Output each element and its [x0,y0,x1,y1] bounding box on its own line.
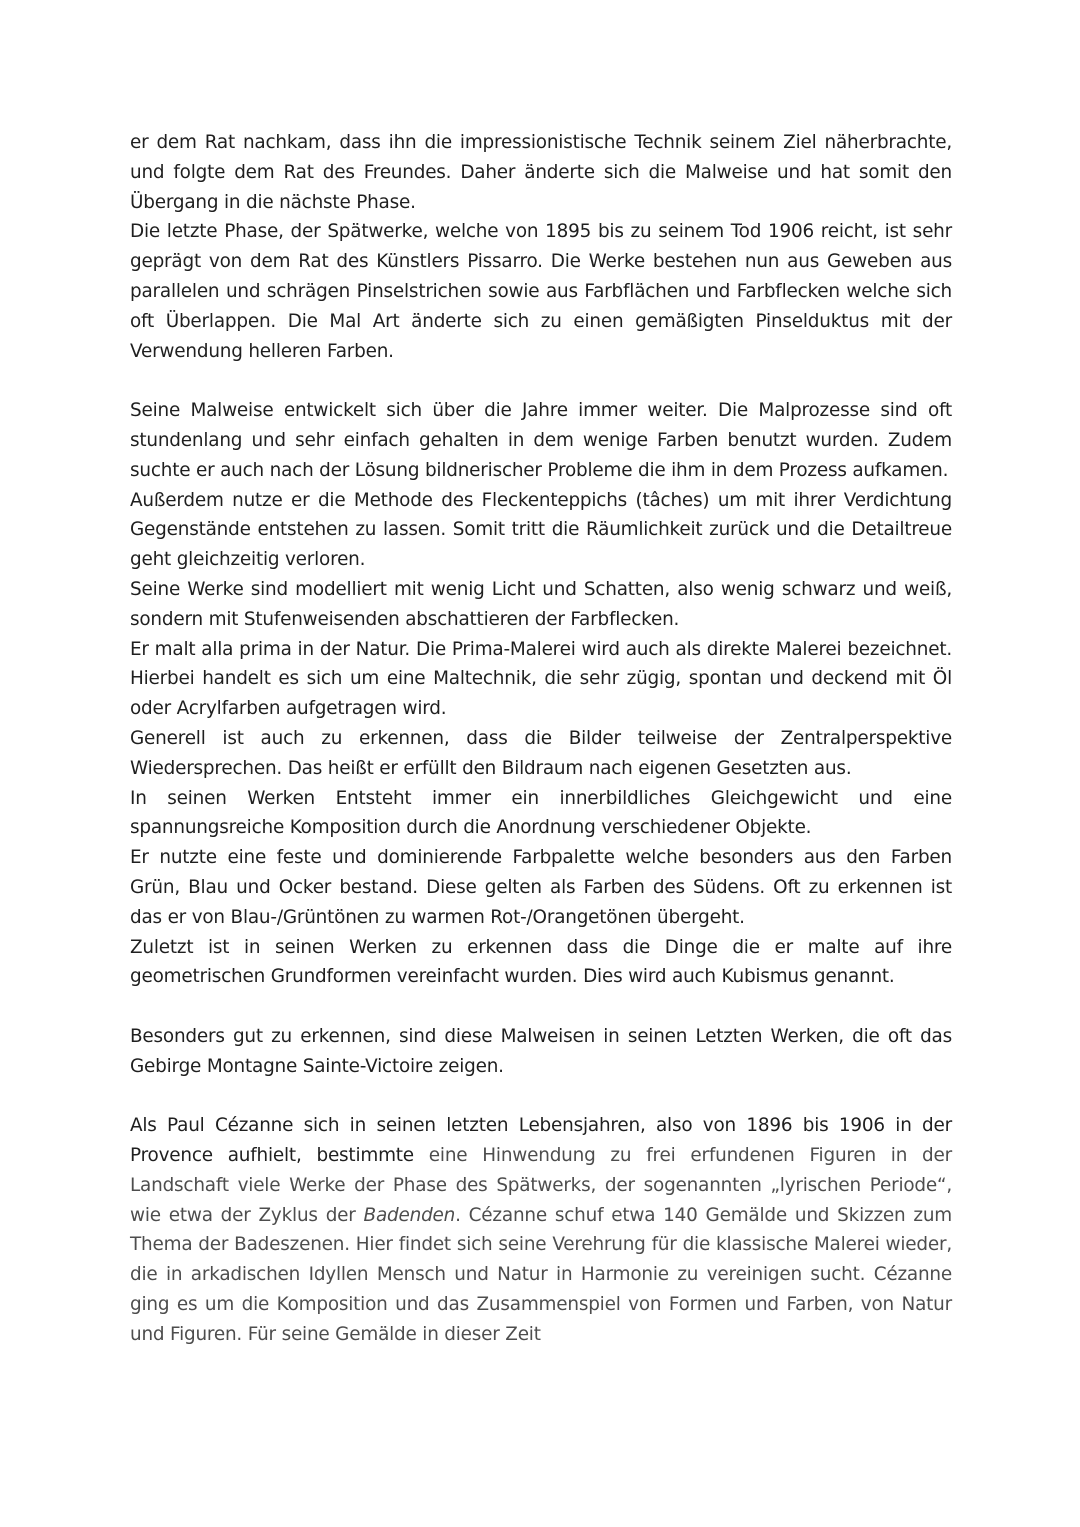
paragraph-palette: Er nutzte eine feste und dominierende Farbpalette welche besonders aus den Farben Grün, Blau und Ocker bestand. Diese gelten als Farben des Südens. Oft zu erkennen ist das er von Blau-/Grüntönen zu warmen Rot-/Orangetönen übergeht. [130,847,952,928]
bathers-text-b: . Cézanne schuf etwa 140 Gemälde und Skizzen zum Thema der Badeszenen. Hier findet sich seine Verehrung für die klassische Malerei wieder, die in arkadischen Idyllen Mensch und Natur in Harmonie zu vereinigen sucht. Cézanne ging es um die Komposition und das Zusammenspiel von Formen und Farben, von Natur und Figuren. Für seine Gemälde in dieser Zeit [130,1204,952,1345]
paragraph-modelling: Seine Werke sind modelliert mit wenig Licht und Schatten, also wenig schwarz und weiß, sondern mit Stufenweisenden abschattieren der Farbflecken. [130,578,952,630]
bathers-title-italic: Badenden [363,1204,456,1226]
paragraph-bathers [130,1111,952,1349]
paragraph-alla-prima: Er malt alla prima in der Natur. Die Prima-Malerei wird auch als direkte Malerei bezeichnet. Hierbei handelt es sich um eine Maltechnik, die sehr zügig, spontan und deckend mit Öl oder Acrylfarben aufgetragen wird. [130,638,952,720]
paragraph-transition: er dem Rat nachkam, dass ihn die impressionistische Technik seinem Ziel näherbrachte, und folgte dem Rat des Freundes. Daher änderte sich die Malweise und hat somit den Übergang in die nächste Phase. [130,132,952,213]
paragraph-sainte-victoire: Besonders gut zu erkennen, sind diese Malweisen in seinen Letzten Werken, die oft das Gebirge Montagne Sainte-Victoire zeigen. [130,1025,952,1077]
paragraph-taches: Außerdem nutze er die Methode des Fleckenteppichs (tâches) um mit ihrer Verdichtung Gegenstände entstehen zu lassen. Somit tritt die Räumlichkeit zurück und die Detailtreue geht gleichzeitig verloren. [130,489,952,571]
paragraph-perspective: Generell ist auch zu erkennen, dass die Bilder teilweise der Zentralperspektive Wiedersprechen. Das heißt er erfüllt den Bildraum nach eigenen Gesetzten aus. [130,727,952,779]
paragraph-late-phase: Die letzte Phase, der Spätwerke, welche von 1895 bis zu seinem Tod 1906 reicht, ist sehr geprägt von dem Rat des Künstlers Pissarro. Die Werke bestehen nun aus Geweben aus parallelen und schrägen Pinselstrichen sowie aus Farbflächen und Farbflecken welche sich oft Überlappen. Die Mal Art änderte sich zu einen gemäßigten Pinselduktus mit der Verwendung helleren Farben. [130,221,952,362]
paragraph-technique-development: Seine Malweise entwickelt sich über die Jahre immer weiter. Die Malprozesse sind oft stundenlang und sehr einfach gehalten in dem wenige Farben benutzt wurden. Zudem suchte er auch nach der Lösung bildnerischer Probleme die ihm in dem Prozess aufkamen. [130,400,952,481]
paragraph-composition: In seinen Werken Entsteht immer ein innerbildliches Gleichgewicht und eine spannungsreiche Komposition durch die Anordnung verschiedener Objekte. [130,787,952,839]
bathers-intro-text: Als Paul Cézanne sich in seinen letzten Lebensjahren, also von 1896 bis 1906 in der Provence aufhielt, bestimmte [130,1115,952,1167]
bathers-text-a: eine Hinwendung zu frei erfundenen Figuren in der Landschaft viele Werke der Phase des Spätwerks, der sogenannten „lyrischen Periode“, wie etwa der Zyklus der [130,1145,953,1226]
paragraph-geometric-forms: Zuletzt ist in seinen Werken zu erkennen dass die Dinge die er malte auf ihre geometrischen Grundformen vereinfacht wurden. Dies wird auch Kubismus genannt. [130,936,952,988]
document-page [130,128,952,1350]
